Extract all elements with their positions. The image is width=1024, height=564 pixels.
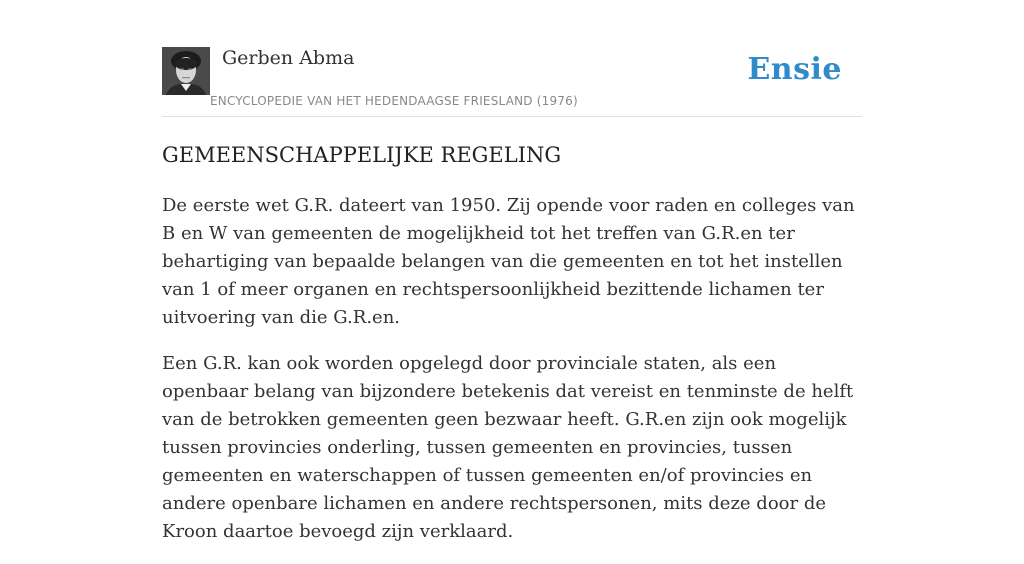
article-title: GEMEENSCHAPPELIJKE REGELING [162, 143, 562, 167]
article-body [162, 192, 862, 564]
source-label[interactable]: ENCYCLOPEDIE VAN HET HEDENDAAGSE FRIESLAND (1976) [210, 94, 578, 108]
portrait-image [162, 47, 210, 95]
article-paragraph: De eerste wet G.R. dateert van 1950. Zij opende voor raden en colleges van B en W van gemeenten de mogelijkheid tot het treffen van G.R.en ter behartiging van bepaalde belangen van die gemeenten en tot het instellen van 1 of meer organen en rechtspersoonlijkheid bezittende lichamen ter uitvoering van die G.R.en. [162, 195, 855, 328]
author-avatar[interactable] [162, 47, 210, 95]
site-logo[interactable]: Ensie [747, 52, 842, 87]
article-header [162, 46, 862, 117]
article-paragraph: Een G.R. kan ook worden opgelegd door provinciale staten, als een openbaar belang van bijzondere betekenis dat vereist en tenminste de helft van de betrokken gemeenten geen bezwaar heeft. G.R.en zijn ook mogelijk tussen provincies onderling, tussen gemeenten en provincies, tussen gemeenten en waterschappen of tussen gemeenten en/of provincies en andere openbare lichamen en andere rechtspersonen, mits deze door de Kroon daartoe bevoegd zijn verklaard. [162, 353, 854, 542]
author-name[interactable]: Gerben Abma [222, 47, 355, 69]
